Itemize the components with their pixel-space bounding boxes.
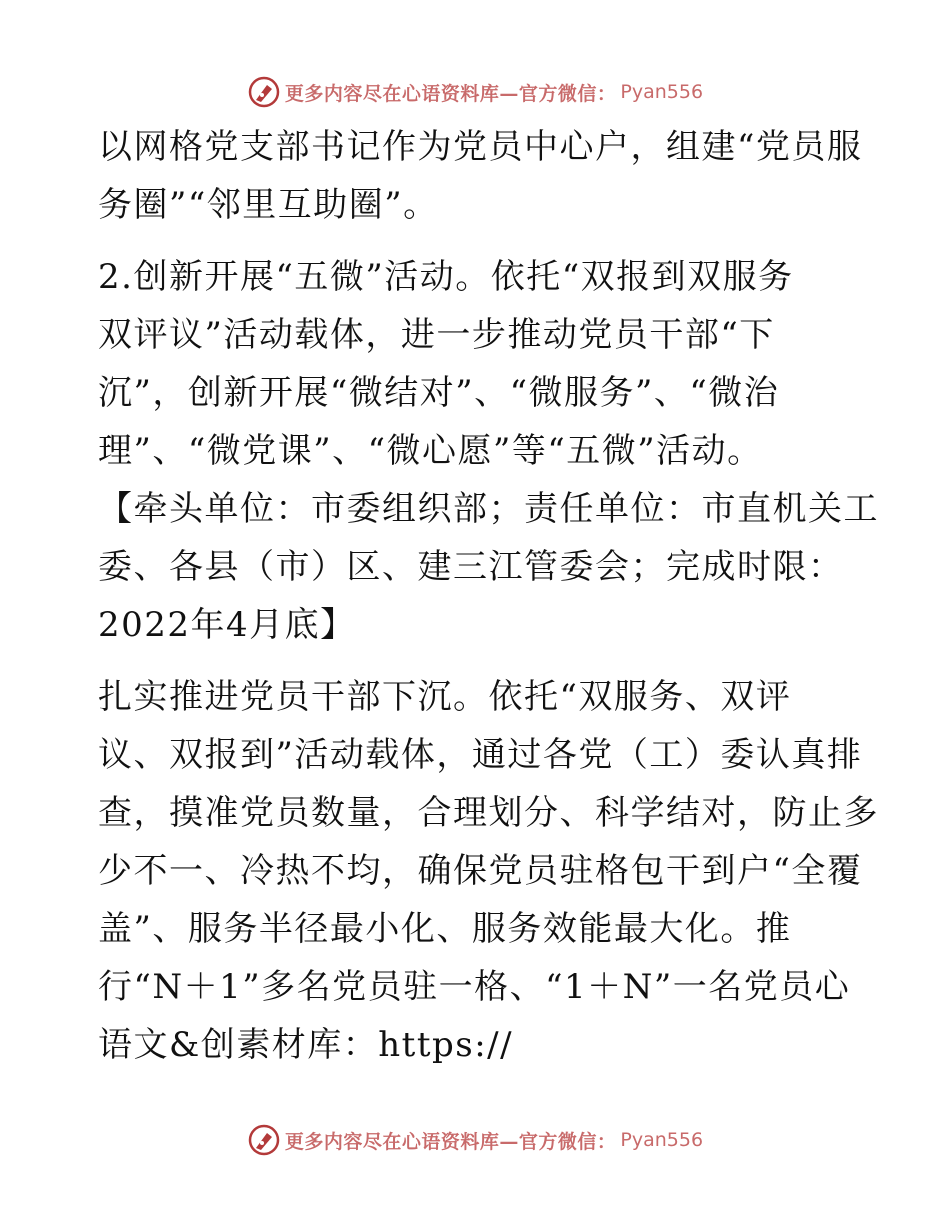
pen-nib-icon xyxy=(247,1123,281,1157)
text-line: 委、各县（市）区、建三江管委会；完成时限： xyxy=(98,547,844,587)
text-line: 双评议”活动载体，进一步推动党员干部“下 xyxy=(98,315,775,355)
watermark-text: 更多内容尽在心语资料库—官方微信： xyxy=(284,1130,617,1153)
paragraph xyxy=(98,118,863,234)
header-watermark xyxy=(0,72,950,112)
document-body xyxy=(98,118,879,1074)
paragraph xyxy=(98,248,879,654)
text-line: 盖”、服务半径最小化、服务效能最大化。推 xyxy=(98,909,792,949)
text-line: 沉”，创新开展“微结对”、“微服务”、“微治 xyxy=(98,373,780,413)
text-line: 理”、“微党课”、“微心愿”等“五微”活动。 xyxy=(98,431,763,471)
text-line: 查，摸准党员数量，合理划分、科学结对，防止多 xyxy=(98,793,879,833)
pen-nib-icon xyxy=(247,75,281,109)
paragraph xyxy=(98,668,879,1074)
watermark-text: 更多内容尽在心语资料库—官方微信： xyxy=(284,82,617,105)
text-line: 议、双报到”活动载体，通过各党（工）委认真排 xyxy=(98,735,863,775)
text-line: 扎实推进党员干部下沉。依托“双服务、双评 xyxy=(98,677,792,717)
text-line: 少不一、冷热不均，确保党员驻格包干到户“全覆 xyxy=(98,851,863,891)
text-line: 以网格党支部书记作为党员中心户，组建“党员服 xyxy=(98,127,863,167)
watermark-contact: Pyan556 xyxy=(620,1129,704,1151)
watermark-contact: Pyan556 xyxy=(620,81,704,103)
text-line: 2.创新开展“五微”活动。依托“双报到双服务 xyxy=(98,257,794,297)
text-line: 【牵头单位：市委组织部；责任单位：市直机关工 xyxy=(98,489,879,529)
text-line: 行“N＋1”多名党员驻一格、“1＋N”一名党员心 xyxy=(98,967,851,1007)
text-line: 2022年4月底】 xyxy=(98,605,356,645)
text-line: 语文&创素材库：https:// xyxy=(98,1025,514,1065)
footer-watermark xyxy=(0,1120,950,1160)
text-line: 务圈”“邻里互助圈”。 xyxy=(98,185,439,225)
